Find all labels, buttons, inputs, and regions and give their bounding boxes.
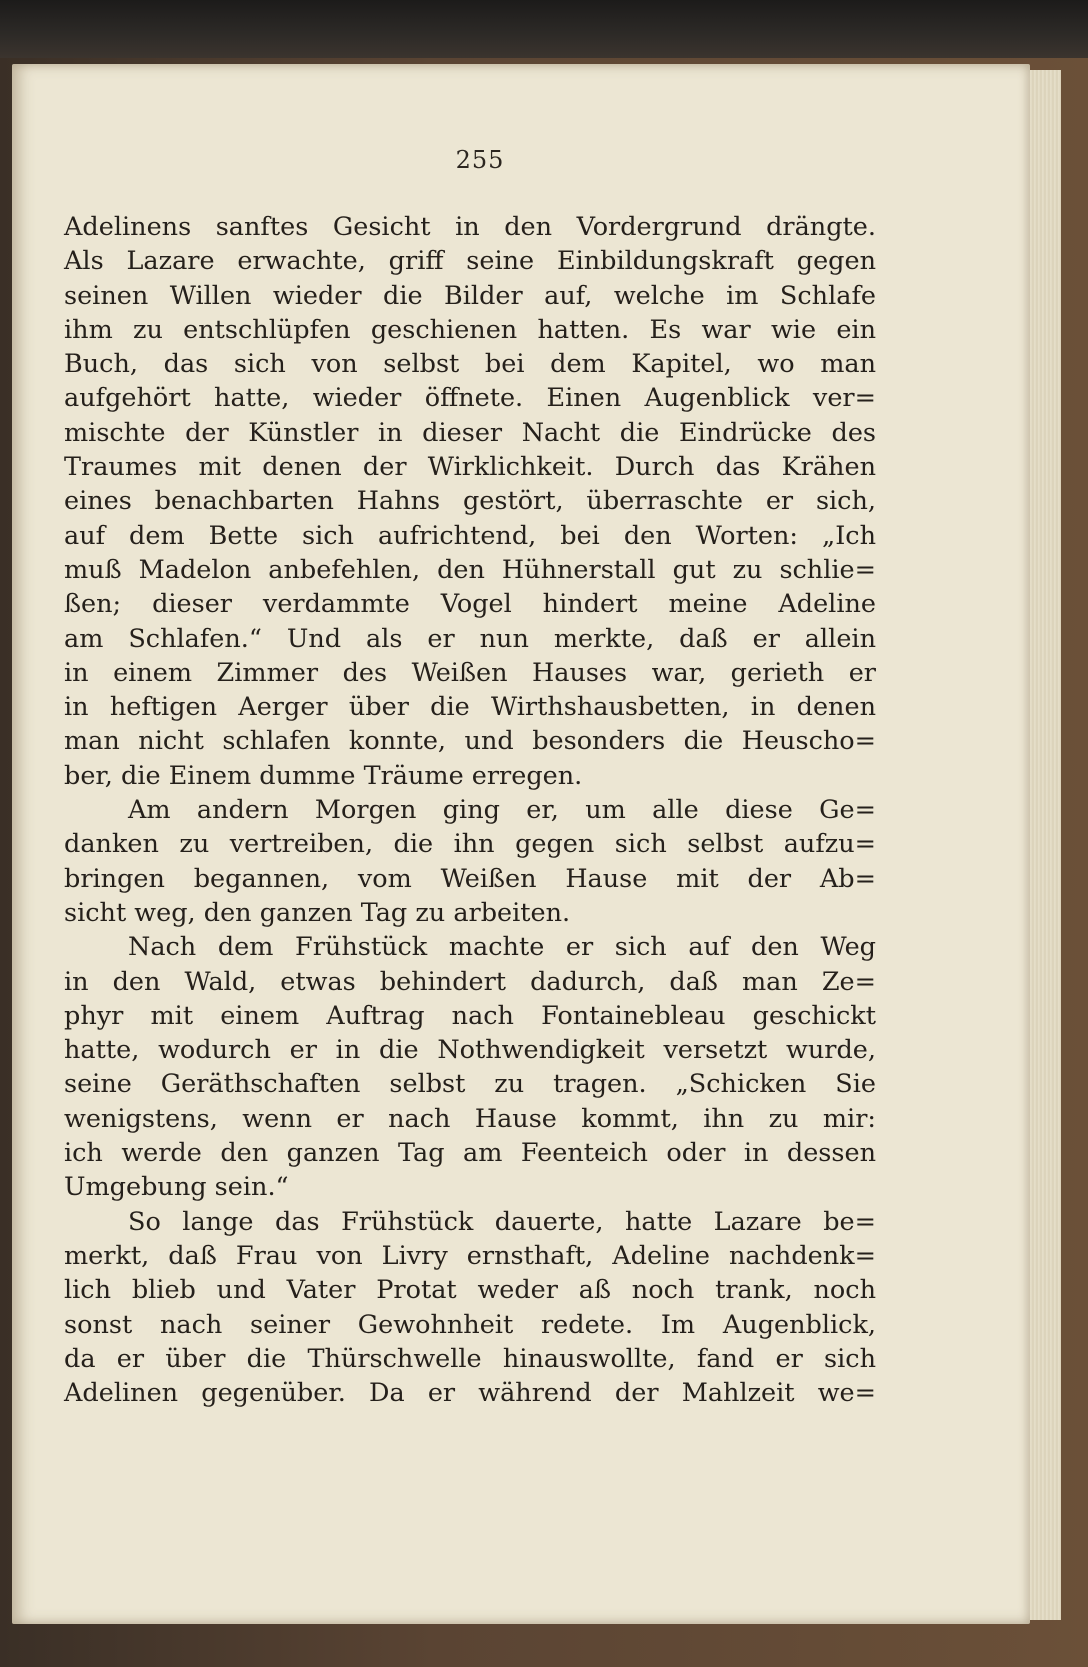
text-line: seinen Willen wieder die Bilder auf, welche im Schlafe bbox=[64, 280, 876, 311]
text-line: Nach dem Frühstück machte er sich auf den Weg bbox=[128, 932, 876, 963]
text-line: Als Lazare erwachte, griff seine Einbildungskraft gegen bbox=[64, 246, 876, 277]
body-text bbox=[64, 210, 876, 1410]
text-line: man nicht schlafen konnte, und besonders die Heuscho= bbox=[64, 726, 876, 757]
text-line: Am andern Morgen ging er, um alle diese Ge= bbox=[128, 795, 876, 826]
text-line: seine Geräthschaften selbst zu tragen. „Schicken Sie bbox=[64, 1069, 876, 1100]
text-line: aufgehört hatte, wieder öffnete. Einen Augenblick ver= bbox=[64, 383, 876, 414]
text-line: am Schlafen.“ Und als er nun merkte, daß er allein bbox=[64, 623, 876, 654]
text-line: ber, die Einem dumme Träume erregen. bbox=[64, 760, 583, 791]
text-line: phyr mit einem Auftrag nach Fontainebleau geschickt bbox=[64, 1000, 876, 1031]
text-line: ihm zu entschlüpfen geschienen hatten. Es war wie ein bbox=[64, 314, 876, 345]
text-line: bringen begannen, vom Weißen Hause mit der Ab= bbox=[64, 863, 876, 894]
text-line: Umgebung sein.“ bbox=[64, 1172, 289, 1203]
text-line: sicht weg, den ganzen Tag zu arbeiten. bbox=[64, 897, 571, 928]
text-line: eines benachbarten Hahns gestört, überraschte er sich, bbox=[64, 486, 876, 517]
text-line: auf dem Bette sich aufrichtend, bei den Worten: „Ich bbox=[64, 520, 876, 551]
page-number: 255 bbox=[455, 146, 505, 174]
text-line: ich werde den ganzen Tag am Feenteich oder in dessen bbox=[64, 1138, 876, 1169]
text-line: mischte der Künstler in dieser Nacht die Eindrücke des bbox=[64, 417, 876, 448]
text-line: wenigstens, wenn er nach Hause kommt, ihn zu mir: bbox=[64, 1103, 876, 1134]
text-line: lich blieb und Vater Protat weder aß noch trank, noch bbox=[64, 1275, 876, 1306]
text-line: sonst nach seiner Gewohnheit redete. Im Augenblick, bbox=[64, 1309, 876, 1340]
text-line: Traumes mit denen der Wirklichkeit. Durch das Krähen bbox=[64, 452, 876, 483]
text-line: Adelinens sanftes Gesicht in den Vordergrund drängte. bbox=[64, 212, 876, 242]
text-line: in einem Zimmer des Weißen Hauses war, gerieth er bbox=[64, 657, 876, 688]
book-top-edge bbox=[0, 0, 1088, 58]
text-line: da er über die Thürschwelle hinauswollte, fand er sich bbox=[64, 1343, 876, 1374]
text-line: hatte, wodurch er in die Nothwendigkeit versetzt wurde, bbox=[64, 1035, 876, 1066]
text-line: merkt, daß Frau von Livry ernsthaft, Adeline nachdenk= bbox=[64, 1240, 876, 1271]
page-stack-edge bbox=[1026, 70, 1061, 1620]
text-line: in den Wald, etwas behindert dadurch, daß man Ze= bbox=[64, 966, 876, 997]
text-line: muß Madelon anbefehlen, den Hühnerstall gut zu schlie= bbox=[64, 554, 876, 585]
text-line: Buch, das sich von selbst bei dem Kapitel, wo man bbox=[64, 349, 876, 380]
text-line: in heftigen Aerger über die Wirthshausbetten, in denen bbox=[64, 692, 876, 723]
text-line: Adelinen gegenüber. Da er während der Mahlzeit we= bbox=[64, 1378, 876, 1409]
text-line: danken zu vertreiben, die ihn gegen sich selbst aufzu= bbox=[64, 829, 876, 860]
text-line: ßen; dieser verdammte Vogel hindert meine Adeline bbox=[64, 589, 876, 620]
text-line: So lange das Frühstück dauerte, hatte Lazare be= bbox=[128, 1206, 876, 1237]
